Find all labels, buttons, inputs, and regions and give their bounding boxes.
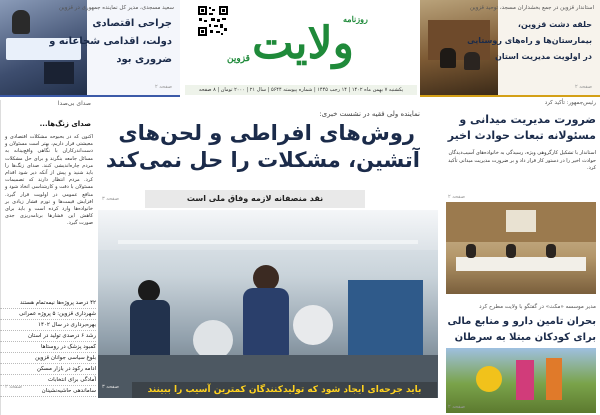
list-item[interactable]: ادامه رکود در بازار مسکن xyxy=(0,364,96,375)
lead-page-ref: صفحه ۳ xyxy=(102,196,119,202)
lead-supra: نماینده ولی فقیه در نشست خبری: xyxy=(319,110,420,118)
masthead-city: قزوین xyxy=(227,54,250,64)
list-item[interactable]: شهرداری قزوین: ۵ پروژه عمرانی xyxy=(0,309,96,320)
left-column-body: اکنون که در بحبوحه مشکلات اقتصادی و معیشتی قرار داریم، بهتر است مسئولان و دست‌اندرکاران با نگاهی واقع‌بینانه به مسائل جامعه بنگرند و برای حل مشکلات مردم چاره‌اندیشی کنند. صدای زنگ‌ها را باید شنید و پیش از آنکه دیر شود اقدام کرد. مردم انتظار دارند که تصمیمات مسئولان با دقت و کارشناسی اتخاذ شود و منافع عمومی در اولویت قرار گیرد. افزایش قیمت‌ها و تورم فشار زیادی بر خانواده‌ها وارد کرده است و باید برای کاهش این فشارها برنامه‌ریزی جدی صورت گیرد. xyxy=(5,134,93,227)
list-item[interactable]: بلوغ سیاسی جوانان قزوین xyxy=(0,353,96,364)
top-left-caption: سعید مسجدی، مدیر کل نماینده جمهوری در قزوین xyxy=(58,5,174,11)
list-item[interactable]: رشد ۶ درصدی تولید در استان xyxy=(0,331,96,342)
list-item[interactable]: ۴۲ درصد پروژه‌ها نیمه‌تمام هستند xyxy=(0,298,96,309)
right-story-2-page-ref: صفحه ۲ xyxy=(448,404,465,410)
top-left-title-line-2: دولت، اقدامی شجاعانه و xyxy=(49,36,172,47)
top-right-panel[interactable] xyxy=(420,0,600,97)
masthead-date-line: یکشنبه ۷ بهمن ماه ۱۴۰۲ | ۱۴ رجب ۱۴۴۵ | شماره پیوسته ۵۶۴۴ | سال ۲۱ | ۲۰۰۰ تومان | ۸ صفحه xyxy=(185,85,417,95)
top-right-title-line-3: در اولویت مدیریت استان xyxy=(494,52,592,61)
top-right-kicker: استاندار قزوین در جمع بخشداران مسجد، توحید قزوین xyxy=(469,5,594,11)
masthead-word-ruznameh: روزنامه xyxy=(343,14,368,24)
top-right-title-line-2: بیمارستان‌ها و راه‌های روستایی xyxy=(467,36,592,45)
top-left-page-ref: صفحه ۲ xyxy=(155,84,172,90)
lead-photo xyxy=(98,210,438,398)
lead-headline-block[interactable] xyxy=(100,110,440,188)
lead-headline-line-2: آتشین، مشکلات را حل نمی‌کند xyxy=(105,148,420,172)
right-story-2-title-line-1: بحران تامین دارو و منابع مالی xyxy=(447,316,596,327)
right-story-1-photo xyxy=(446,202,596,294)
lead-headline-line-1: روش‌های افراطی و لحن‌های xyxy=(118,121,415,145)
top-right-page-ref: صفحه ۲ xyxy=(575,84,592,90)
list-item[interactable]: کمبود پزشک در روستاها xyxy=(0,342,96,353)
right-story-2-title-line-2: برای کودکان مبتلا به سرطان xyxy=(454,332,596,343)
right-story-2-kicker: مدیر موسسه «مکث» در گفتگو با ولایت مطرح کرد xyxy=(479,304,596,310)
list-item[interactable]: آمادگی برای انتخابات xyxy=(0,375,96,386)
right-column[interactable] xyxy=(442,98,600,415)
right-story-1-page-ref: صفحه ۲ xyxy=(448,194,465,200)
masthead xyxy=(185,0,417,96)
list-item[interactable]: بهره‌برداری در سال ۱۴۰۲ xyxy=(0,320,96,331)
right-story-1-title-line-1: ضرورت مدیریت میدانی و xyxy=(459,113,596,126)
top-right-photo xyxy=(420,0,498,95)
list-item[interactable]: ساماندهی حاشیه‌نشینان xyxy=(0,386,96,397)
left-column-title: صدای زنگ‌ها... xyxy=(39,120,91,128)
left-column-kicker: صدای بی‌صدا xyxy=(57,100,91,107)
right-story-1-kicker: رئیس‌جمهور: تأکید کرد xyxy=(544,100,596,106)
right-story-2-photo xyxy=(446,348,596,413)
right-story-1-body: استاندار با تشکیل کارگروهی ویژه، رسیدگی به خانواده‌های آسیب‌دیدگان حوادث اخیر را در دستور کار قرار داد و بر ضرورت مدیریت میدانی تأکید کرد. xyxy=(448,150,596,171)
top-left-title-line-1: جراحی اقتصادی xyxy=(92,18,172,29)
top-left-title-line-3: ضروری بود xyxy=(116,54,172,65)
lead-photo-page-ref: صفحه ۳ xyxy=(102,384,119,390)
lead-subheadline: نقد منصفانه لازمه وفاق ملی است xyxy=(145,190,365,208)
right-story-1-title-line-2: مسئولانه تبعات حوادث اخیر xyxy=(447,129,596,142)
top-right-title-line-1: حلقه دشت قزوین، xyxy=(517,20,592,29)
lead-photo-caption: باید جرحه‌ای ایجاد شود که تولیدکنندگان کمترین آسیب را ببینند xyxy=(132,382,437,398)
left-news-list xyxy=(0,298,96,415)
left-column-page-ref: صفحه ۲ xyxy=(5,384,22,390)
masthead-logo xyxy=(193,14,407,76)
masthead-title: ولایت xyxy=(252,18,354,69)
top-left-panel[interactable] xyxy=(0,0,180,97)
top-left-photo xyxy=(0,0,87,95)
